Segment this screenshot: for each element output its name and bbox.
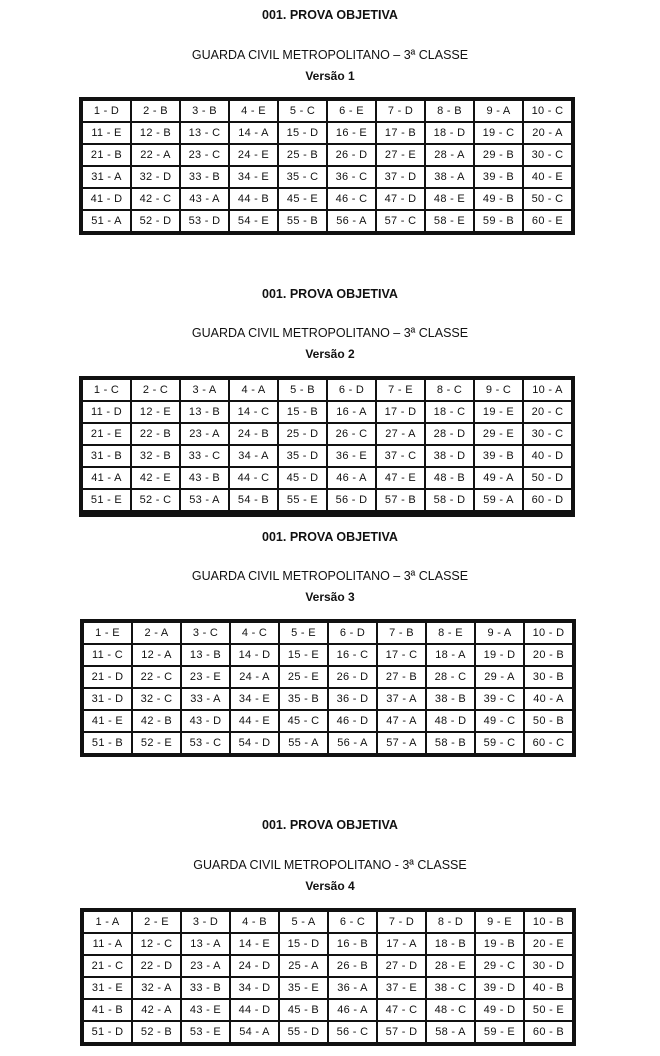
table-row xyxy=(83,380,571,400)
answer-grid xyxy=(80,908,576,1046)
version-label: Versão 1 xyxy=(305,69,355,83)
answer-cell: 60 - D xyxy=(524,490,571,510)
table-row xyxy=(83,490,571,510)
answer-cell: 38 - B xyxy=(427,689,474,709)
answer-cell: 26 - B xyxy=(329,956,376,976)
answer-cell: 11 - E xyxy=(83,123,130,143)
answer-cell: 14 - E xyxy=(231,934,278,954)
answer-cell: 27 - A xyxy=(377,424,424,444)
answer-cell: 54 - A xyxy=(231,1022,278,1042)
answer-cell: 40 - A xyxy=(525,689,572,709)
answer-cell: 44 - D xyxy=(231,1000,278,1020)
answer-cell: 2 - A xyxy=(133,623,180,643)
answer-cell: 50 - D xyxy=(524,468,571,488)
answer-cell: 55 - A xyxy=(280,733,327,753)
answer-cell: 8 - E xyxy=(427,623,474,643)
answer-cell: 4 - C xyxy=(231,623,278,643)
answer-cell: 33 - C xyxy=(181,446,228,466)
answer-cell: 32 - C xyxy=(133,689,180,709)
answer-cell: 17 - B xyxy=(377,123,424,143)
answer-cell: 56 - A xyxy=(329,733,376,753)
answer-cell: 39 - C xyxy=(476,689,523,709)
answer-cell: 1 - E xyxy=(84,623,131,643)
answer-grid xyxy=(79,376,575,517)
answer-cell: 2 - E xyxy=(133,912,180,932)
answer-cell: 41 - D xyxy=(83,189,130,209)
answer-cell: 47 - C xyxy=(378,1000,425,1020)
answer-cell: 25 - B xyxy=(279,145,326,165)
table-row xyxy=(83,211,571,231)
answer-cell: 50 - B xyxy=(525,711,572,731)
answer-cell: 48 - E xyxy=(426,189,473,209)
answer-cell: 17 - A xyxy=(378,934,425,954)
answer-cell: 56 - D xyxy=(328,490,375,510)
table-row xyxy=(84,912,572,932)
answer-cell: 56 - C xyxy=(329,1022,376,1042)
answer-cell: 22 - A xyxy=(132,145,179,165)
answer-cell: 12 - A xyxy=(133,645,180,665)
answer-cell: 10 - C xyxy=(524,101,571,121)
answer-cell: 6 - C xyxy=(329,912,376,932)
answer-cell: 45 - D xyxy=(279,468,326,488)
answer-cell: 21 - B xyxy=(83,145,130,165)
answer-cell: 46 - A xyxy=(328,468,375,488)
answer-cell: 59 - A xyxy=(475,490,522,510)
answer-cell: 23 - E xyxy=(182,667,229,687)
answer-cell: 43 - D xyxy=(182,711,229,731)
table-row xyxy=(84,934,572,954)
answer-cell: 57 - A xyxy=(378,733,425,753)
answer-cell: 45 - B xyxy=(280,1000,327,1020)
answer-cell: 7 - D xyxy=(377,101,424,121)
answer-cell: 53 - A xyxy=(181,490,228,510)
answer-cell: 24 - B xyxy=(230,424,277,444)
answer-cell: 53 - D xyxy=(181,211,228,231)
answer-cell: 42 - A xyxy=(133,1000,180,1020)
answer-cell: 44 - C xyxy=(230,468,277,488)
answer-cell: 49 - C xyxy=(476,711,523,731)
answer-cell: 18 - C xyxy=(426,402,473,422)
answer-cell: 40 - E xyxy=(524,167,571,187)
table-row xyxy=(84,667,572,687)
answer-cell: 24 - E xyxy=(230,145,277,165)
answer-table xyxy=(81,99,573,233)
answer-cell: 27 - E xyxy=(377,145,424,165)
answer-cell: 16 - E xyxy=(328,123,375,143)
answer-cell: 32 - D xyxy=(132,167,179,187)
answer-cell: 57 - B xyxy=(377,490,424,510)
answer-cell: 6 - E xyxy=(328,101,375,121)
answer-cell: 44 - E xyxy=(231,711,278,731)
answer-cell: 51 - E xyxy=(83,490,130,510)
answer-cell: 56 - A xyxy=(328,211,375,231)
table-row xyxy=(84,978,572,998)
answer-cell: 17 - D xyxy=(377,402,424,422)
answer-cell: 54 - E xyxy=(230,211,277,231)
answer-cell: 47 - E xyxy=(377,468,424,488)
answer-cell: 59 - E xyxy=(476,1022,523,1042)
answer-cell: 20 - B xyxy=(525,645,572,665)
table-row xyxy=(83,424,571,444)
answer-cell: 51 - D xyxy=(84,1022,131,1042)
answer-cell: 47 - A xyxy=(378,711,425,731)
answer-cell: 34 - A xyxy=(230,446,277,466)
answer-cell: 3 - D xyxy=(182,912,229,932)
answer-cell: 40 - B xyxy=(525,978,572,998)
answer-cell: 22 - D xyxy=(133,956,180,976)
answer-cell: 5 - B xyxy=(279,380,326,400)
answer-cell: 29 - E xyxy=(475,424,522,444)
answer-cell: 30 - C xyxy=(524,424,571,444)
answer-cell: 60 - E xyxy=(524,211,571,231)
answer-cell: 12 - E xyxy=(132,402,179,422)
answer-cell: 6 - D xyxy=(329,623,376,643)
answer-cell: 52 - E xyxy=(133,733,180,753)
answer-cell: 21 - C xyxy=(84,956,131,976)
answer-cell: 53 - C xyxy=(182,733,229,753)
answer-cell: 10 - B xyxy=(525,912,572,932)
answer-cell: 16 - C xyxy=(329,645,376,665)
answer-cell: 52 - C xyxy=(132,490,179,510)
answer-cell: 43 - A xyxy=(181,189,228,209)
table-row xyxy=(83,101,571,121)
answer-cell: 60 - C xyxy=(525,733,572,753)
answer-cell: 34 - E xyxy=(230,167,277,187)
answer-cell: 42 - B xyxy=(133,711,180,731)
answer-cell: 43 - E xyxy=(182,1000,229,1020)
answer-cell: 33 - B xyxy=(182,978,229,998)
answer-cell: 3 - B xyxy=(181,101,228,121)
answer-cell: 57 - C xyxy=(377,211,424,231)
table-row xyxy=(83,167,571,187)
answer-cell: 36 - C xyxy=(328,167,375,187)
answer-cell: 37 - A xyxy=(378,689,425,709)
exam-subtitle: GUARDA CIVIL METROPOLITANO – 3ª CLASSE xyxy=(191,569,469,583)
answer-cell: 18 - A xyxy=(427,645,474,665)
answer-cell: 9 - E xyxy=(476,912,523,932)
answer-table xyxy=(82,910,574,1044)
answer-cell: 42 - E xyxy=(132,468,179,488)
answer-cell: 59 - C xyxy=(476,733,523,753)
table-row xyxy=(84,645,572,665)
answer-cell: 35 - C xyxy=(279,167,326,187)
answer-grid xyxy=(80,619,576,757)
table-row xyxy=(84,1000,572,1020)
answer-cell: 24 - D xyxy=(231,956,278,976)
answer-cell: 11 - A xyxy=(84,934,131,954)
answer-cell: 33 - B xyxy=(181,167,228,187)
answer-cell: 36 - D xyxy=(329,689,376,709)
answer-cell: 23 - C xyxy=(181,145,228,165)
answer-cell: 16 - A xyxy=(328,402,375,422)
answer-cell: 59 - B xyxy=(475,211,522,231)
answer-cell: 26 - D xyxy=(329,667,376,687)
answer-cell: 1 - A xyxy=(84,912,131,932)
exam-subtitle: GUARDA CIVIL METROPOLITANO - 3ª CLASSE xyxy=(193,858,467,872)
answer-cell: 54 - D xyxy=(231,733,278,753)
answer-cell: 6 - D xyxy=(328,380,375,400)
answer-cell: 7 - D xyxy=(378,912,425,932)
answer-cell: 49 - D xyxy=(476,1000,523,1020)
answer-cell: 49 - B xyxy=(475,189,522,209)
answer-cell: 31 - A xyxy=(83,167,130,187)
answer-cell: 19 - E xyxy=(475,402,522,422)
answer-cell: 34 - E xyxy=(231,689,278,709)
answer-cell: 14 - A xyxy=(230,123,277,143)
answer-cell: 31 - E xyxy=(84,978,131,998)
answer-cell: 41 - A xyxy=(83,468,130,488)
answer-cell: 55 - D xyxy=(280,1022,327,1042)
answer-cell: 1 - C xyxy=(83,380,130,400)
answer-cell: 9 - C xyxy=(475,380,522,400)
answer-cell: 60 - B xyxy=(525,1022,572,1042)
answer-cell: 8 - C xyxy=(426,380,473,400)
exam-heading: 001. PROVA OBJETIVA xyxy=(262,530,398,544)
answer-cell: 29 - C xyxy=(476,956,523,976)
table-row xyxy=(83,123,571,143)
answer-cell: 50 - E xyxy=(525,1000,572,1020)
answer-cell: 47 - D xyxy=(377,189,424,209)
answer-cell: 39 - D xyxy=(476,978,523,998)
answer-cell: 58 - E xyxy=(426,211,473,231)
answer-cell: 46 - C xyxy=(328,189,375,209)
table-row xyxy=(84,623,572,643)
answer-cell: 20 - A xyxy=(524,123,571,143)
answer-cell: 19 - B xyxy=(476,934,523,954)
answer-cell: 38 - A xyxy=(426,167,473,187)
answer-grid xyxy=(79,97,575,235)
answer-cell: 35 - B xyxy=(280,689,327,709)
answer-cell: 30 - B xyxy=(525,667,572,687)
answer-cell: 30 - C xyxy=(524,145,571,165)
table-row xyxy=(84,711,572,731)
answer-cell: 20 - E xyxy=(525,934,572,954)
answer-cell: 29 - B xyxy=(475,145,522,165)
answer-cell: 33 - A xyxy=(182,689,229,709)
answer-cell: 5 - A xyxy=(280,912,327,932)
answer-cell: 48 - C xyxy=(427,1000,474,1020)
answer-cell: 29 - A xyxy=(476,667,523,687)
answer-table xyxy=(82,621,574,755)
answer-cell: 7 - B xyxy=(378,623,425,643)
answer-cell: 17 - C xyxy=(378,645,425,665)
answer-cell: 49 - A xyxy=(475,468,522,488)
answer-cell: 5 - E xyxy=(280,623,327,643)
answer-cell: 4 - E xyxy=(230,101,277,121)
answer-cell: 32 - B xyxy=(132,446,179,466)
answer-cell: 25 - A xyxy=(280,956,327,976)
answer-cell: 3 - C xyxy=(182,623,229,643)
answer-cell: 28 - A xyxy=(426,145,473,165)
answer-cell: 14 - C xyxy=(230,402,277,422)
answer-cell: 46 - D xyxy=(329,711,376,731)
answer-cell: 36 - E xyxy=(328,446,375,466)
table-row xyxy=(83,189,571,209)
answer-cell: 37 - E xyxy=(378,978,425,998)
answer-cell: 45 - E xyxy=(279,189,326,209)
answer-cell: 10 - D xyxy=(525,623,572,643)
answer-cell: 14 - D xyxy=(231,645,278,665)
answer-cell: 48 - B xyxy=(426,468,473,488)
answer-cell: 13 - C xyxy=(181,123,228,143)
answer-cell: 36 - A xyxy=(329,978,376,998)
answer-cell: 42 - C xyxy=(132,189,179,209)
table-row xyxy=(84,733,572,753)
answer-cell: 4 - B xyxy=(231,912,278,932)
exam-heading: 001. PROVA OBJETIVA xyxy=(262,287,398,301)
answer-cell: 25 - D xyxy=(279,424,326,444)
answer-cell: 52 - D xyxy=(132,211,179,231)
answer-cell: 19 - C xyxy=(475,123,522,143)
answer-cell: 51 - B xyxy=(84,733,131,753)
answer-cell: 18 - B xyxy=(427,934,474,954)
answer-cell: 27 - D xyxy=(378,956,425,976)
answer-cell: 58 - D xyxy=(426,490,473,510)
answer-cell: 37 - D xyxy=(377,167,424,187)
answer-cell: 15 - D xyxy=(279,123,326,143)
table-row xyxy=(83,145,571,165)
answer-cell: 34 - D xyxy=(231,978,278,998)
answer-cell: 44 - B xyxy=(230,189,277,209)
answer-cell: 2 - B xyxy=(132,101,179,121)
answer-cell: 16 - B xyxy=(329,934,376,954)
answer-cell: 31 - B xyxy=(83,446,130,466)
answer-cell: 7 - E xyxy=(377,380,424,400)
answer-cell: 13 - B xyxy=(182,645,229,665)
exam-heading: 001. PROVA OBJETIVA xyxy=(262,8,398,22)
answer-cell: 13 - A xyxy=(182,934,229,954)
answer-cell: 21 - E xyxy=(83,424,130,444)
answer-cell: 27 - B xyxy=(378,667,425,687)
answer-cell: 45 - C xyxy=(280,711,327,731)
answer-cell: 9 - A xyxy=(476,623,523,643)
exam-subtitle: GUARDA CIVIL METROPOLITANO – 3ª CLASSE xyxy=(191,326,469,340)
answer-cell: 43 - B xyxy=(181,468,228,488)
answer-cell: 39 - B xyxy=(475,167,522,187)
answer-cell: 51 - A xyxy=(83,211,130,231)
answer-cell: 20 - C xyxy=(524,402,571,422)
answer-cell: 23 - A xyxy=(182,956,229,976)
answer-cell: 58 - A xyxy=(427,1022,474,1042)
version-label: Versão 4 xyxy=(305,879,355,893)
table-row xyxy=(83,446,571,466)
table-row xyxy=(84,689,572,709)
answer-cell: 38 - D xyxy=(426,446,473,466)
answer-cell: 11 - D xyxy=(83,402,130,422)
answer-cell: 30 - D xyxy=(525,956,572,976)
answer-cell: 26 - C xyxy=(328,424,375,444)
answer-cell: 46 - A xyxy=(329,1000,376,1020)
answer-cell: 28 - D xyxy=(426,424,473,444)
answer-cell: 8 - D xyxy=(427,912,474,932)
answer-cell: 55 - B xyxy=(279,211,326,231)
table-row xyxy=(84,1022,572,1042)
answer-cell: 50 - C xyxy=(524,189,571,209)
answer-cell: 23 - A xyxy=(181,424,228,444)
answer-cell: 53 - E xyxy=(182,1022,229,1042)
answer-cell: 38 - C xyxy=(427,978,474,998)
answer-cell: 12 - B xyxy=(132,123,179,143)
exam-heading: 001. PROVA OBJETIVA xyxy=(262,818,398,832)
answer-cell: 52 - B xyxy=(133,1022,180,1042)
answer-cell: 41 - B xyxy=(84,1000,131,1020)
answer-cell: 13 - B xyxy=(181,402,228,422)
answer-cell: 28 - C xyxy=(427,667,474,687)
table-row xyxy=(83,468,571,488)
answer-cell: 22 - B xyxy=(132,424,179,444)
answer-cell: 31 - D xyxy=(84,689,131,709)
answer-cell: 15 - B xyxy=(279,402,326,422)
answer-cell: 58 - B xyxy=(427,733,474,753)
answer-cell: 10 - A xyxy=(524,380,571,400)
answer-cell: 39 - B xyxy=(475,446,522,466)
answer-cell: 54 - B xyxy=(230,490,277,510)
table-row xyxy=(83,402,571,422)
answer-cell: 48 - D xyxy=(427,711,474,731)
answer-cell: 5 - C xyxy=(279,101,326,121)
answer-cell: 24 - A xyxy=(231,667,278,687)
answer-cell: 21 - D xyxy=(84,667,131,687)
answer-cell: 19 - D xyxy=(476,645,523,665)
answer-cell: 22 - C xyxy=(133,667,180,687)
answer-cell: 15 - E xyxy=(280,645,327,665)
answer-cell: 8 - B xyxy=(426,101,473,121)
answer-cell: 3 - A xyxy=(181,380,228,400)
answer-cell: 15 - D xyxy=(280,934,327,954)
answer-cell: 40 - D xyxy=(524,446,571,466)
answer-cell: 41 - E xyxy=(84,711,131,731)
answer-table xyxy=(81,378,573,512)
answer-cell: 1 - D xyxy=(83,101,130,121)
answer-cell: 35 - D xyxy=(279,446,326,466)
answer-cell: 37 - C xyxy=(377,446,424,466)
table-row xyxy=(84,956,572,976)
answer-cell: 55 - E xyxy=(279,490,326,510)
answer-cell: 9 - A xyxy=(475,101,522,121)
answer-cell: 25 - E xyxy=(280,667,327,687)
answer-cell: 28 - E xyxy=(427,956,474,976)
answer-cell: 26 - D xyxy=(328,145,375,165)
answer-cell: 32 - A xyxy=(133,978,180,998)
answer-cell: 12 - C xyxy=(133,934,180,954)
answer-cell: 18 - D xyxy=(426,123,473,143)
version-label: Versão 3 xyxy=(305,590,355,604)
answer-cell: 57 - D xyxy=(378,1022,425,1042)
exam-subtitle: GUARDA CIVIL METROPOLITANO – 3ª CLASSE xyxy=(191,48,469,62)
answer-cell: 11 - C xyxy=(84,645,131,665)
answer-cell: 35 - E xyxy=(280,978,327,998)
answer-cell: 2 - C xyxy=(132,380,179,400)
answer-cell: 4 - A xyxy=(230,380,277,400)
version-label: Versão 2 xyxy=(305,347,355,361)
